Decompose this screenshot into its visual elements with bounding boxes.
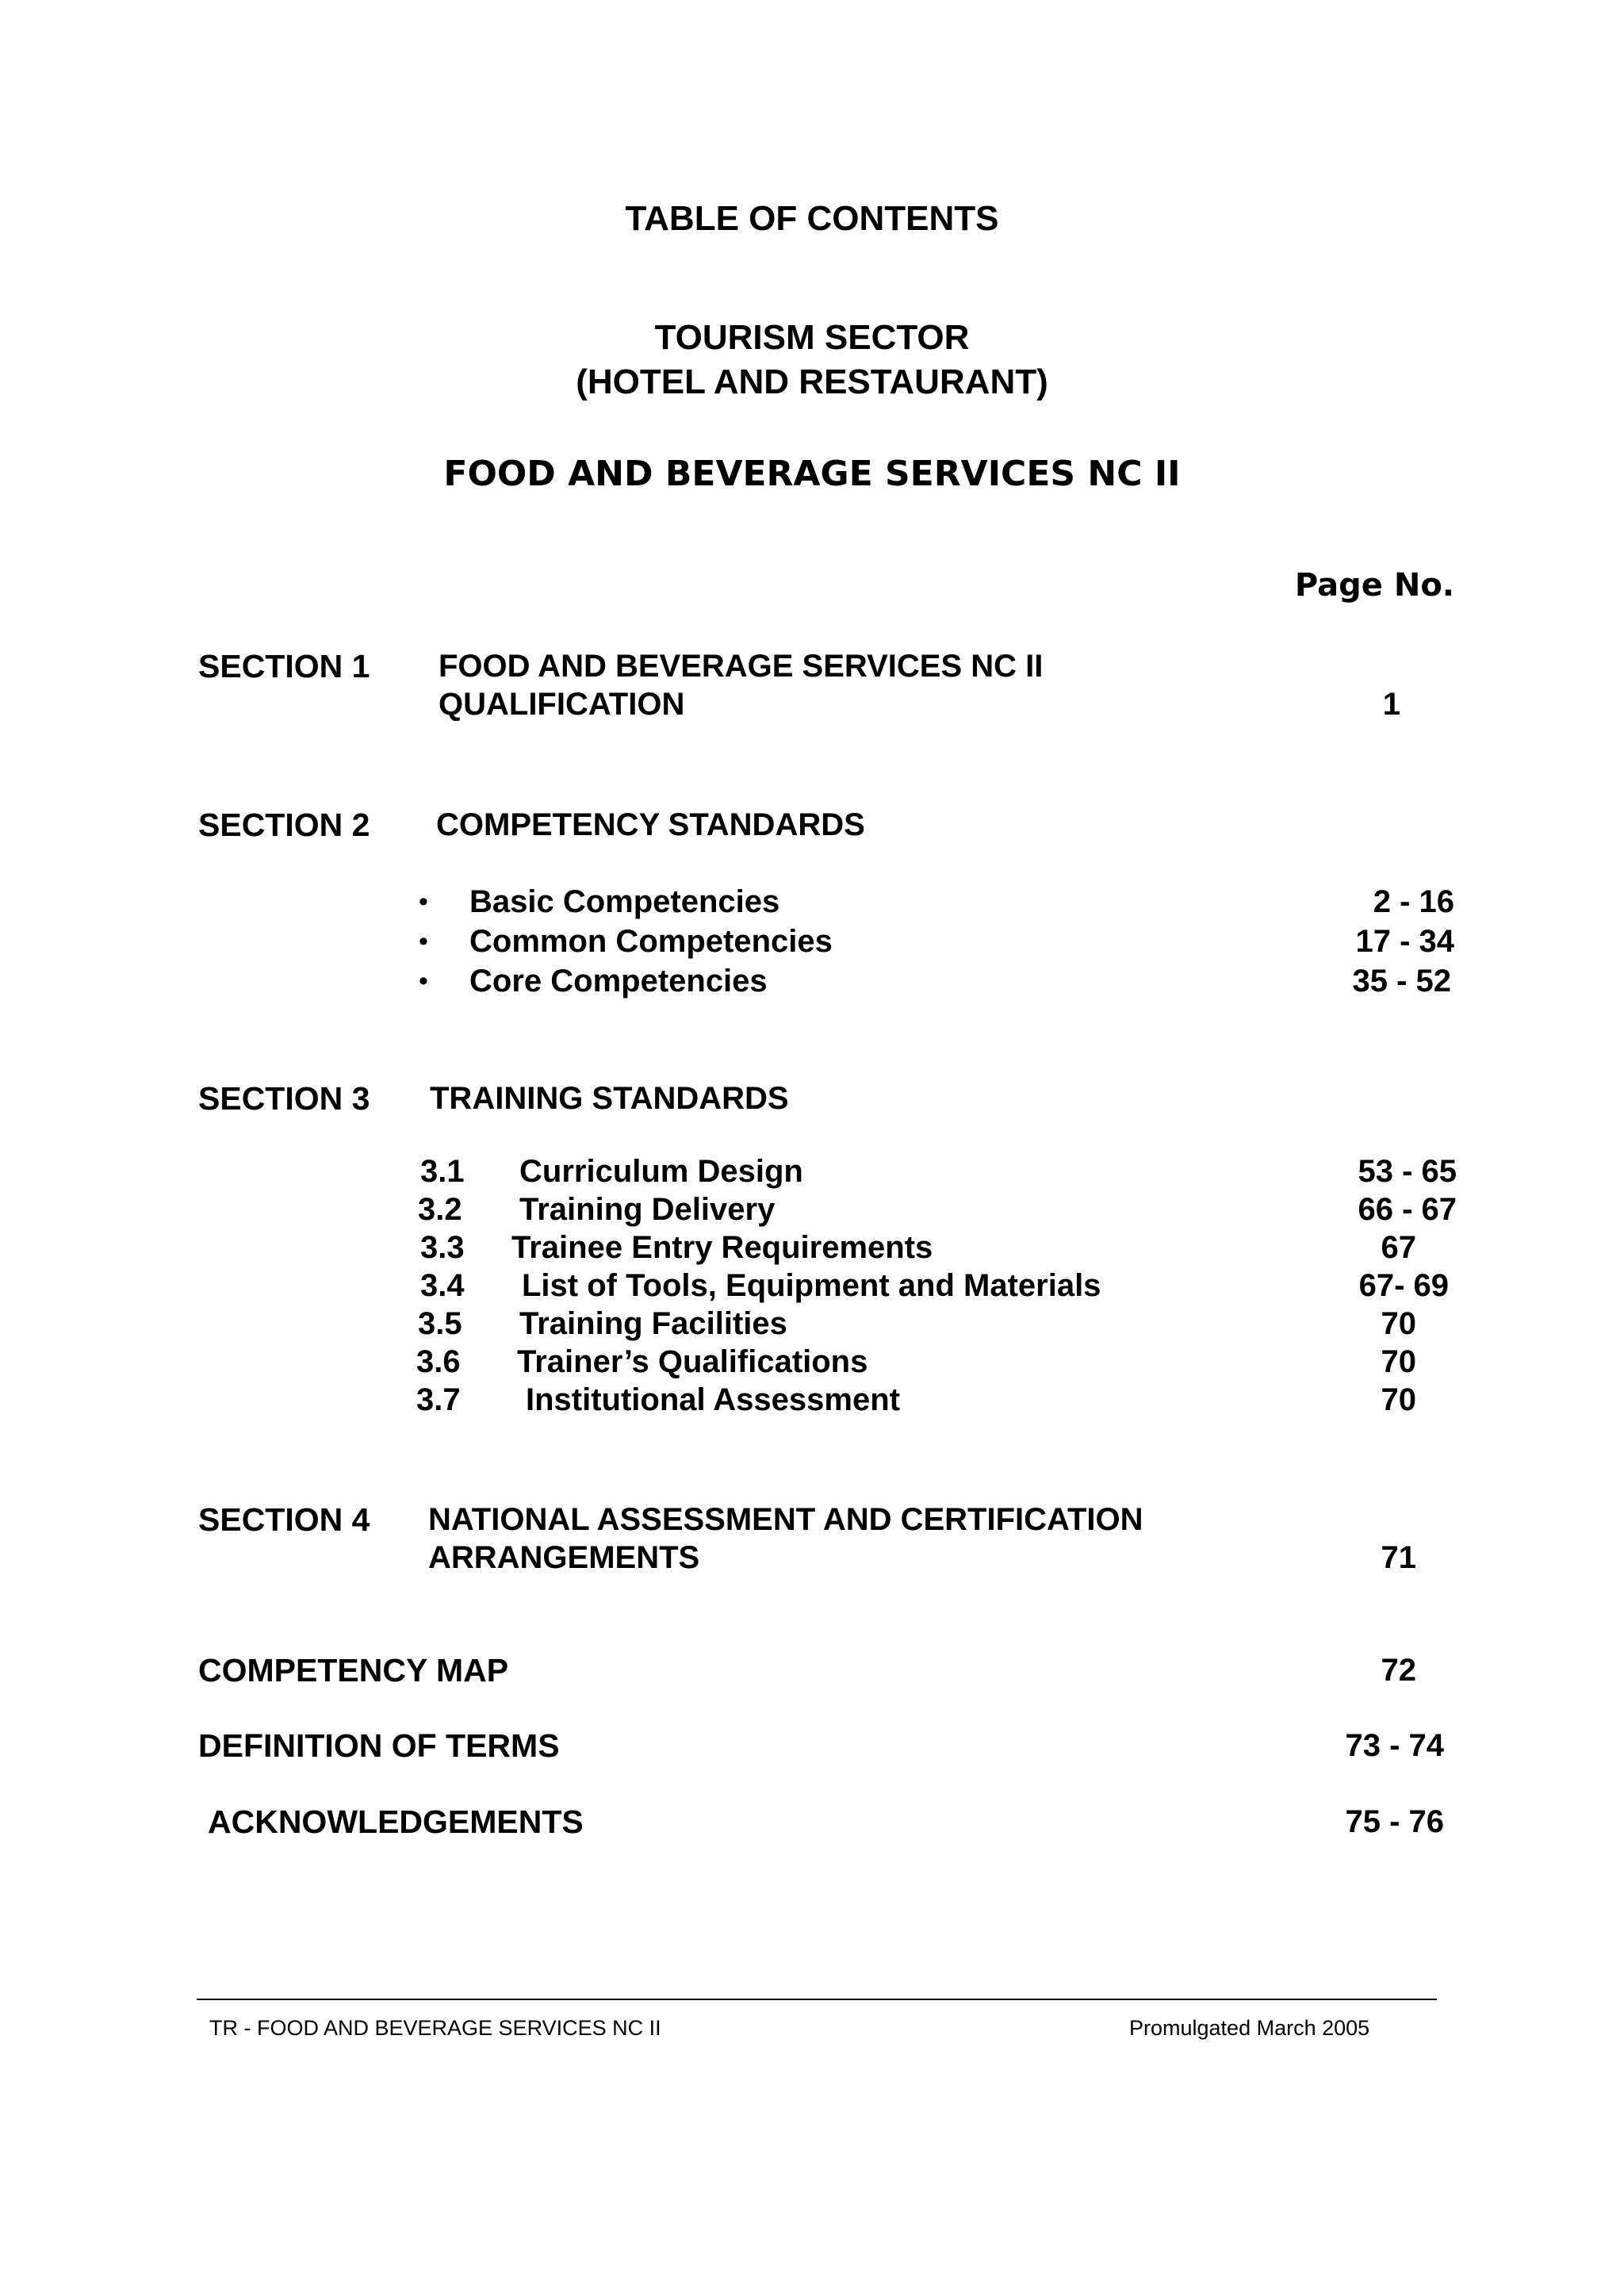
toc-item-number: 3.6 — [416, 1344, 461, 1379]
toc-item-training-delivery: Training Delivery — [519, 1192, 776, 1227]
section-2-label: SECTION 2 — [198, 807, 370, 843]
section-4-page: 71 — [1381, 1540, 1416, 1575]
toc-item-page: 17 - 34 — [1355, 924, 1454, 959]
toc-item-page: 75 - 76 — [1345, 1804, 1444, 1839]
toc-item-page: 70 — [1381, 1382, 1416, 1417]
footer-promulgated-date: Promulgated March 2005 — [1129, 2016, 1370, 2040]
footer-divider — [197, 1999, 1437, 2000]
toc-item-number: 3.2 — [418, 1192, 462, 1227]
section-3-title: TRAINING STANDARDS — [430, 1081, 789, 1116]
toc-title: TABLE OF CONTENTS — [625, 199, 999, 238]
toc-item-page: 67- 69 — [1358, 1268, 1449, 1303]
toc-item-page: 70 — [1381, 1306, 1416, 1341]
toc-item-page: 67 — [1381, 1230, 1416, 1265]
section-2-title: COMPETENCY STANDARDS — [436, 807, 865, 842]
toc-item-list-of-tools: List of Tools, Equipment and Materials — [522, 1268, 1101, 1303]
sector-title: TOURISM SECTOR — [654, 318, 970, 357]
bullet-icon: • — [419, 926, 428, 956]
toc-item-number: 3.5 — [418, 1306, 462, 1341]
bullet-icon: • — [419, 966, 428, 996]
toc-item-competency-map: COMPETENCY MAP — [198, 1652, 509, 1688]
page-no-header: Page No. — [1294, 567, 1454, 604]
section-3-label: SECTION 3 — [198, 1080, 370, 1117]
section-1-title-line2: QUALIFICATION — [439, 687, 685, 722]
toc-item-definition-of-terms: DEFINITION OF TERMS — [198, 1727, 560, 1764]
toc-item-number: 3.3 — [420, 1230, 465, 1265]
toc-item-page: 72 — [1381, 1653, 1416, 1688]
toc-item-number: 3.4 — [420, 1268, 465, 1303]
toc-item-training-facilities: Training Facilities — [519, 1306, 787, 1341]
sector-subtitle: (HOTEL AND RESTAURANT) — [576, 362, 1048, 401]
toc-item-number: 3.1 — [420, 1154, 465, 1189]
section-4-label: SECTION 4 — [198, 1501, 370, 1538]
toc-item-curriculum-design: Curriculum Design — [519, 1154, 803, 1189]
toc-item-basic-competencies: Basic Competencies — [469, 884, 780, 919]
qualification-title: FOOD AND BEVERAGE SERVICES NC II — [443, 454, 1181, 494]
toc-item-trainers-qualifications: Trainer’s Qualifications — [517, 1344, 868, 1379]
toc-item-institutional-assessment: Institutional Assessment — [526, 1382, 900, 1417]
bullet-icon: • — [419, 887, 428, 917]
toc-item-page: 35 - 52 — [1352, 964, 1451, 999]
toc-item-page: 2 - 16 — [1373, 884, 1454, 919]
section-1-page: 1 — [1382, 687, 1400, 722]
section-4-title-line2: ARRANGEMENTS — [428, 1540, 700, 1575]
toc-item-common-competencies: Common Competencies — [469, 924, 833, 959]
toc-item-page: 70 — [1381, 1344, 1416, 1379]
footer-document-title: TR - FOOD AND BEVERAGE SERVICES NC II — [209, 2016, 661, 2040]
section-4-title-line1: NATIONAL ASSESSMENT AND CERTIFICATION — [428, 1502, 1143, 1537]
toc-item-number: 3.7 — [416, 1382, 461, 1417]
toc-item-trainee-entry-requirements: Trainee Entry Requirements — [511, 1230, 933, 1265]
toc-item-acknowledgements: ACKNOWLEDGEMENTS — [208, 1803, 584, 1840]
toc-item-page: 66 - 67 — [1358, 1192, 1457, 1227]
toc-item-page: 53 - 65 — [1358, 1154, 1457, 1189]
toc-item-core-competencies: Core Competencies — [469, 964, 768, 999]
section-1-label: SECTION 1 — [198, 648, 370, 684]
section-1-title-line1: FOOD AND BEVERAGE SERVICES NC II — [439, 649, 1044, 684]
toc-item-page: 73 - 74 — [1345, 1728, 1444, 1763]
